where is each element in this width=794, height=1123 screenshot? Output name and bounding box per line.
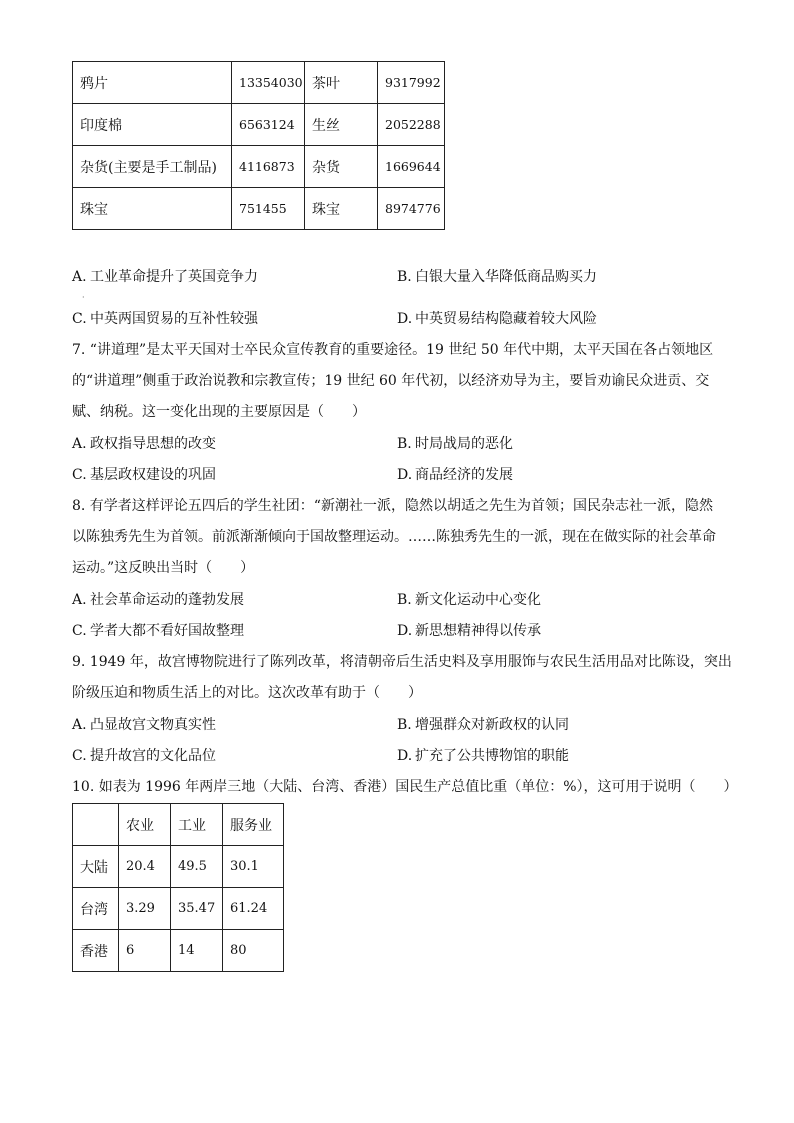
q9-option-b[interactable]	[397, 715, 569, 735]
table-cell: 49.5	[171, 846, 223, 888]
option-key: A.	[72, 717, 87, 733]
table-cell: 2052288	[378, 104, 445, 146]
q6-option-d[interactable]	[397, 309, 597, 329]
table-cell: 珠宝	[305, 188, 378, 230]
option-text: 扩充了公共博物馆的职能	[415, 748, 569, 764]
option-text: 学者大都不看好国故整理	[90, 623, 244, 639]
q8-option-a[interactable]	[72, 590, 244, 610]
option-text: 新思想精神得以传承	[415, 623, 541, 639]
table-cell: 珠宝	[73, 188, 232, 230]
table-cell: 印度棉	[73, 104, 232, 146]
table-cell: 13354030	[232, 62, 305, 104]
table-cell: 6	[119, 930, 171, 972]
table-row	[73, 888, 284, 930]
table-row	[73, 188, 445, 230]
q6-option-c[interactable]	[72, 309, 258, 329]
q8-stem-line-1: 8. 有学者这样评论五四后的学生社团：“新潮社一派，隐然以胡适之先生为首领；国民杂志社一派，隐然	[72, 498, 713, 514]
q8-stem-line-3: 运动。”这反映出当时（ ）	[72, 560, 255, 576]
option-text: 时局战局的恶化	[415, 436, 513, 452]
q7-stem-line-1: 7. “讲道理”是太平天国对士卒民众宣传教育的重要途径。19 世纪 50 年代中期，太平天国在各占领地区	[72, 342, 714, 358]
option-key: D.	[397, 311, 413, 327]
option-key: B.	[397, 592, 412, 608]
option-key: C.	[72, 467, 87, 483]
table-cell: 杂货	[305, 146, 378, 188]
option-text: 政权指导思想的改变	[90, 436, 216, 452]
option-text: 基层政权建设的巩固	[90, 467, 216, 483]
option-key: D.	[397, 748, 413, 764]
option-text: 新文化运动中心变化	[415, 592, 541, 608]
option-key: B.	[397, 717, 412, 733]
table-header-row	[73, 804, 284, 846]
table-row	[73, 146, 445, 188]
table-cell: 1669644	[378, 146, 445, 188]
option-text: 中英两国贸易的互补性较强	[90, 311, 258, 327]
q9-option-d[interactable]	[397, 746, 569, 766]
option-text: 工业革命提升了英国竞争力	[90, 269, 258, 285]
option-key: B.	[397, 436, 412, 452]
option-key: C.	[72, 748, 87, 764]
trade-table	[72, 61, 445, 230]
q7-stem-line-3: 赋、纳税。这一变化出现的主要原因是（ ）	[72, 404, 366, 420]
table-cell: 3.29	[119, 888, 171, 930]
stray-mark: ·	[82, 293, 85, 302]
table-row	[73, 846, 284, 888]
q6-option-b[interactable]	[397, 267, 597, 287]
option-text: 提升故宫的文化品位	[90, 748, 216, 764]
option-text: 社会革命运动的蓬勃发展	[90, 592, 244, 608]
option-key: B.	[397, 269, 412, 285]
q8-option-d[interactable]	[397, 621, 541, 641]
q7-option-d[interactable]	[397, 465, 513, 485]
option-key: D.	[397, 623, 413, 639]
table-cell: 30.1	[223, 846, 284, 888]
table-header-cell: 服务业	[223, 804, 284, 846]
table-header-cell: 工业	[171, 804, 223, 846]
q10-stem: 10. 如表为 1996 年两岸三地（大陆、台湾、香港）国民生产总值比重（单位：%），这可用于说明（ ）	[72, 779, 738, 795]
q9-option-c[interactable]	[72, 746, 216, 766]
table-cell: 4116873	[232, 146, 305, 188]
q7-option-a[interactable]	[72, 434, 216, 454]
gdp-table	[72, 803, 284, 972]
q7-option-c[interactable]	[72, 465, 216, 485]
table-cell: 鸦片	[73, 62, 232, 104]
option-text: 商品经济的发展	[415, 467, 513, 483]
table-cell: 8974776	[378, 188, 445, 230]
table-header-cell	[73, 804, 119, 846]
table-cell: 751455	[232, 188, 305, 230]
table-cell: 61.24	[223, 888, 284, 930]
option-key: A.	[72, 269, 87, 285]
q8-option-b[interactable]	[397, 590, 541, 610]
table-row-header: 大陆	[73, 846, 119, 888]
option-text: 中英贸易结构隐藏着较大风险	[415, 311, 597, 327]
table-cell: 9317992	[378, 62, 445, 104]
q7-stem-line-2: 的“讲道理”侧重于政治说教和宗教宣传；19 世纪 60 年代初，以经济劝导为主，要旨劝谕民众进贡、交	[72, 373, 710, 389]
table-row	[73, 930, 284, 972]
q8-stem-line-2: 以陈独秀先生为首领。前派渐渐倾向于国故整理运动。……陈独秀先生的一派，现在在做实际的社会革命	[72, 529, 716, 545]
q7-option-b[interactable]	[397, 434, 513, 454]
q8-option-c[interactable]	[72, 621, 244, 641]
table-row	[73, 62, 445, 104]
table-cell: 生丝	[305, 104, 378, 146]
option-text: 白银大量入华降低商品购买力	[415, 269, 597, 285]
option-text: 凸显故宫文物真实性	[90, 717, 216, 733]
q9-stem-line-1: 9. 1949 年，故宫博物院进行了陈列改革，将清朝帝后生活史料及享用服饰与农民生活用品对比陈设，突出	[72, 654, 732, 670]
option-key: C.	[72, 623, 87, 639]
table-header-cell: 农业	[119, 804, 171, 846]
option-text: 增强群众对新政权的认同	[415, 717, 569, 733]
option-key: D.	[397, 467, 413, 483]
table-cell: 80	[223, 930, 284, 972]
table-row	[73, 104, 445, 146]
q6-option-a[interactable]	[72, 267, 258, 287]
q9-stem-line-2: 阶级压迫和物质生活上的对比。这次改革有助于（ ）	[72, 685, 422, 701]
option-key: C.	[72, 311, 87, 327]
table-cell: 14	[171, 930, 223, 972]
table-row-header: 台湾	[73, 888, 119, 930]
q9-option-a[interactable]	[72, 715, 216, 735]
table-cell: 杂货(主要是手工制品)	[73, 146, 232, 188]
table-cell: 20.4	[119, 846, 171, 888]
option-key: A.	[72, 592, 87, 608]
option-key: A.	[72, 436, 87, 452]
table-cell: 35.47	[171, 888, 223, 930]
table-row-header: 香港	[73, 930, 119, 972]
table-cell: 茶叶	[305, 62, 378, 104]
table-cell: 6563124	[232, 104, 305, 146]
